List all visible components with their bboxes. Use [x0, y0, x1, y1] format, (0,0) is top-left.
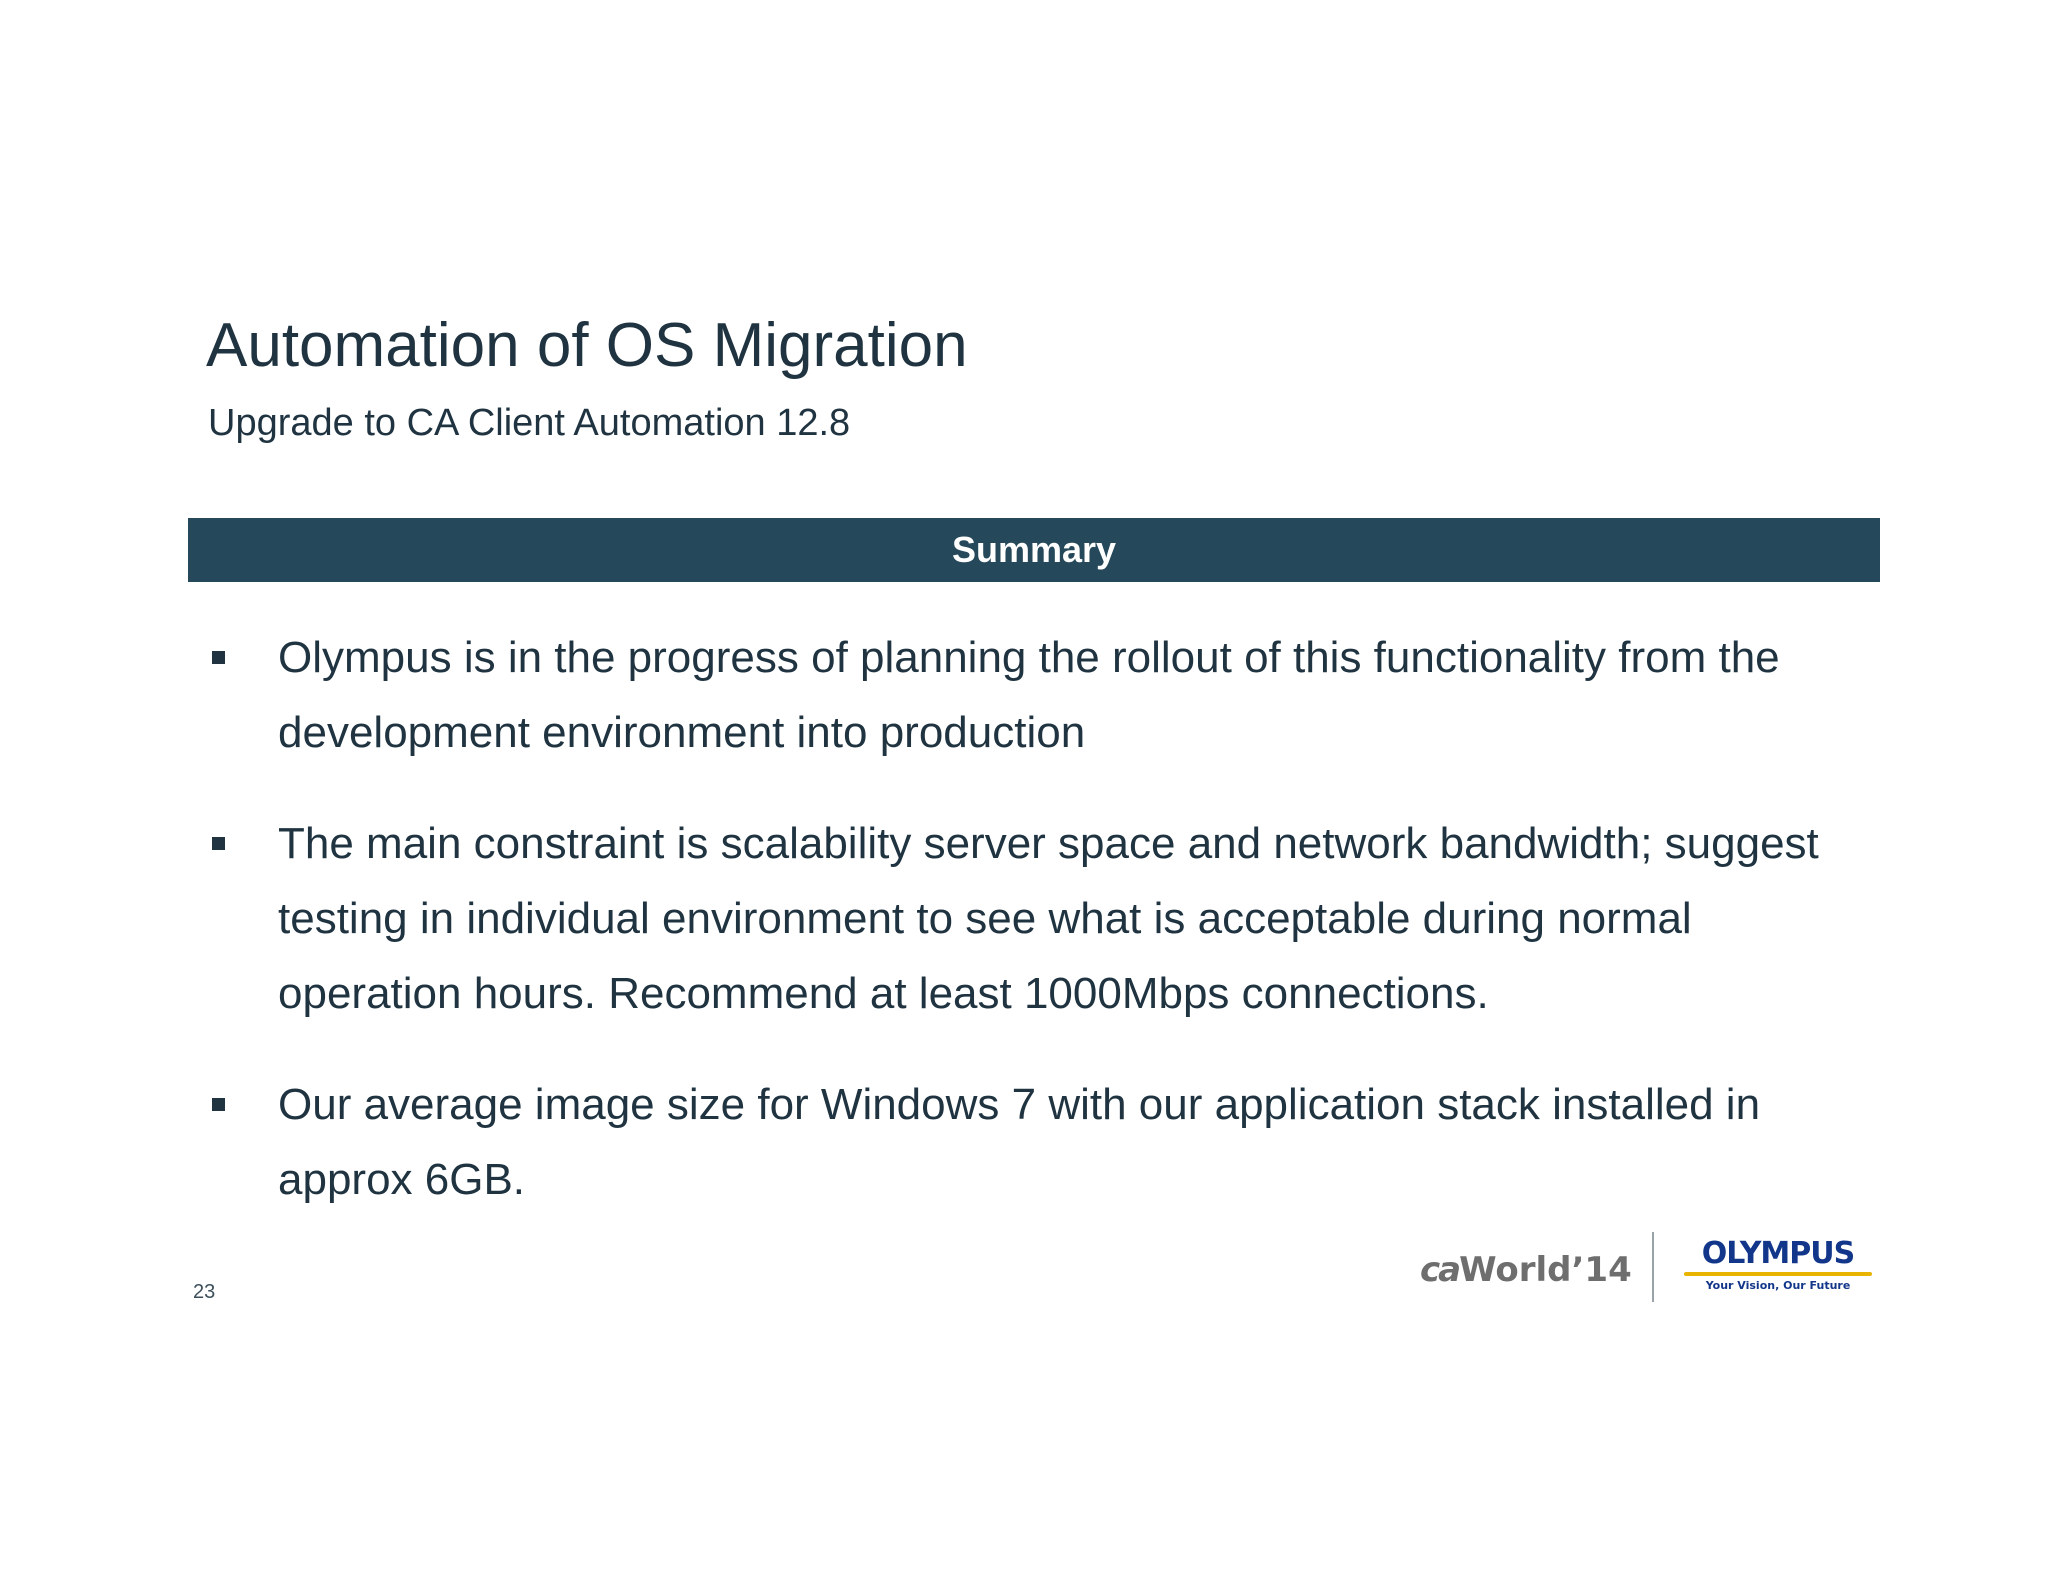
olympus-swoosh-icon [1684, 1272, 1872, 1276]
page-number: 23 [193, 1281, 216, 1303]
bullet-item [206, 620, 1886, 770]
bullet-text: The main constraint is scalability server space and network bandwidth; suggest testing in individual environment to see what is acceptable during normal operation hours. Recommend at least 1000Mbps connections. [278, 819, 1819, 1018]
ca-world-wordmark: World’14 [1459, 1250, 1632, 1290]
summary-header: Summary [188, 518, 1880, 582]
slide-subtitle: Upgrade to CA Client Automation 12.8 [208, 402, 851, 444]
bullet-item [206, 1067, 1886, 1217]
bullet-list [206, 620, 1886, 1253]
olympus-tagline: Your Vision, Our Future [1705, 1279, 1851, 1292]
footer-logos [1420, 1232, 1880, 1302]
bullet-item [206, 806, 1886, 1031]
slide-title: Automation of OS Migration [206, 311, 968, 380]
ca-logo-mark: ca [1420, 1250, 1460, 1290]
logo-divider [1652, 1232, 1654, 1302]
square-bullet-icon [212, 837, 225, 850]
olympus-wordmark: OLYMPUS [1701, 1236, 1855, 1271]
bullet-text: Olympus is in the progress of planning the rollout of this functionality from the development environment into production [278, 633, 1780, 757]
olympus-logo [1680, 1236, 1880, 1298]
square-bullet-icon [212, 651, 225, 664]
square-bullet-icon [212, 1098, 225, 1111]
bullet-text: Our average image size for Windows 7 with our application stack installed in approx 6GB. [278, 1080, 1761, 1204]
ca-world-logo [1420, 1250, 1632, 1290]
